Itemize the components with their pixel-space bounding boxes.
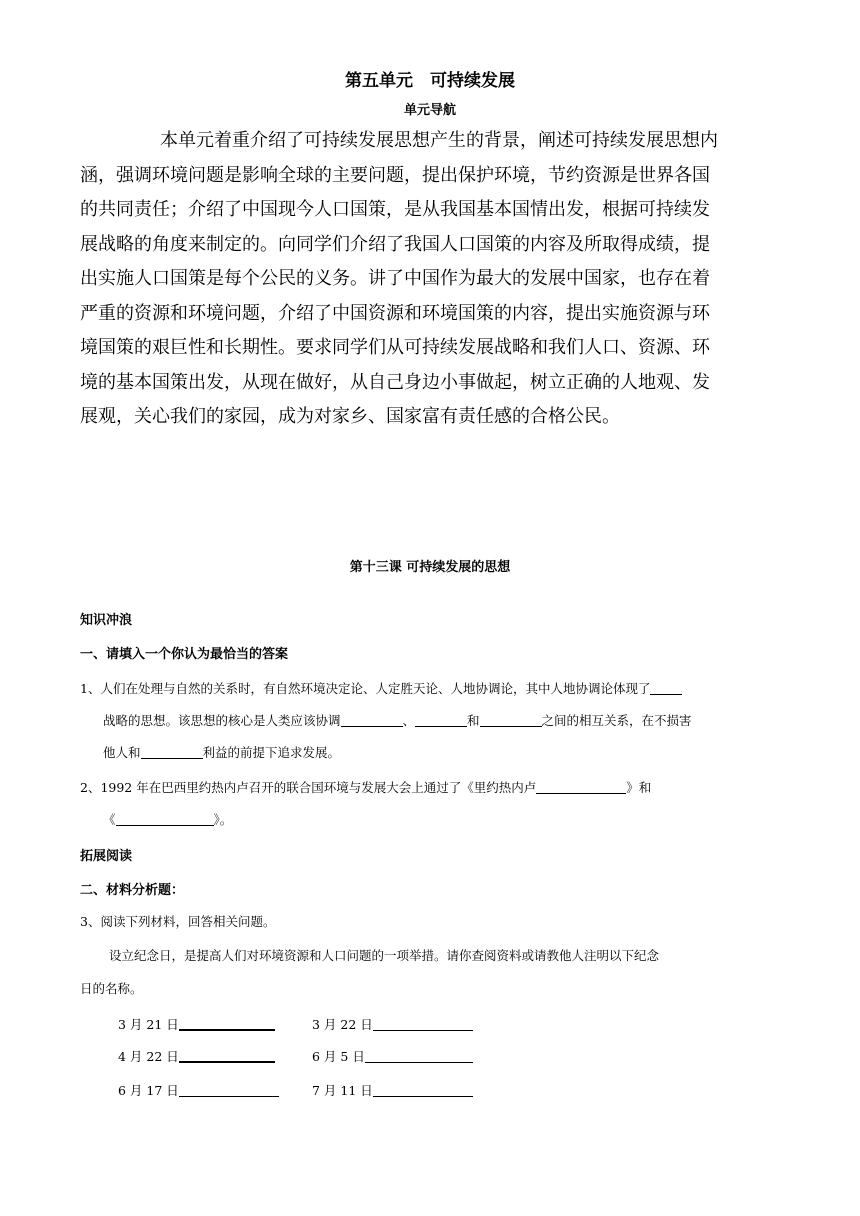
date-item [312, 1015, 473, 1033]
intro-line: 展战略的角度来制定的。向同学们介绍了我国人口国策的内容及所取得成绩，提 [80, 233, 710, 255]
intro-line: 境的基本国策出发，从现在做好，从自己身边小事做起，树立正确的人地观、发 [80, 371, 710, 393]
q2-text: 》和 [626, 780, 652, 795]
date-item [118, 1015, 312, 1033]
q1-line-3 [103, 743, 340, 761]
q1-text: 和 [467, 713, 480, 728]
date-item [118, 1081, 312, 1099]
q2-line-1 [80, 778, 651, 796]
intro-line: 严重的资源和环境问题，介绍了中国资源和环境国策的内容，提出实施资源与环 [80, 302, 710, 324]
q3-paragraph-line-2: 日的名称。 [80, 981, 143, 996]
answer-blank[interactable] [179, 1015, 275, 1031]
answer-blank[interactable] [650, 680, 682, 695]
section-heading-reading: 拓展阅读 [80, 849, 133, 864]
answer-blank[interactable] [179, 1082, 279, 1097]
answer-blank[interactable] [373, 1016, 473, 1031]
q1-text: 战略的思想。该思想的核心是人类应该协调 [103, 713, 341, 728]
answer-blank[interactable] [536, 779, 626, 794]
answer-blank[interactable] [365, 1048, 473, 1063]
q1-text: 他人和 [103, 745, 141, 760]
q1-line-1 [80, 679, 682, 697]
date-label: 4 月 22 日 [118, 1049, 179, 1064]
q3-intro: 3、阅读下列材料，回答相关问题。 [80, 914, 276, 929]
q1-text: 、 [402, 713, 416, 728]
answer-blank[interactable] [415, 712, 467, 727]
answer-blank[interactable] [373, 1082, 473, 1097]
answer-blank[interactable] [141, 744, 203, 759]
date-row [118, 1015, 473, 1033]
date-label: 6 月 17 日 [118, 1083, 179, 1098]
q2-text: 2、1992 年在巴西里约热内卢召开的联合国环境与发展大会上通过了《里约热内卢 [80, 780, 537, 795]
date-label: 6 月 5 日 [312, 1049, 365, 1064]
date-item [312, 1081, 473, 1099]
intro-line: 本单元着重介绍了可持续发展思想产生的背景，阐述可持续发展思想内 [160, 130, 718, 151]
intro-line: 的共同责任；介绍了中国现今人口国策，是从我国基本国情出发，根据可持续发 [80, 199, 710, 220]
intro-line: 出实施人口国策是每个公民的义务。讲了中国作为最大的发展中国家，也存在着 [80, 268, 710, 289]
intro-line: 境国策的艰巨性和长期性。要求同学们从可持续发展战略和我们人口、资源、环 [80, 337, 710, 358]
intro-line: 展观，关心我们的家园，成为对家乡、国家富有责任感的合格公民。 [80, 406, 620, 427]
section-heading-knowledge: 知识冲浪 [80, 613, 133, 628]
date-label: 7 月 11 日 [312, 1083, 373, 1098]
unit-title: 第五单元 可持续发展 [345, 71, 515, 91]
part-two-heading: 二、材料分析题： [80, 883, 185, 898]
q2-text: 》。 [213, 812, 233, 827]
answer-blank[interactable] [480, 712, 542, 727]
q1-text: 之间的相互关系，在不损害 [541, 713, 692, 728]
q3-paragraph-line-1: 设立纪念日，是提高人们对环境资源和人口问题的一项举措。请你查阅资料或请教他人注明以下纪念 [109, 948, 660, 963]
intro-line: 涵，强调环境问题是影响全球的主要问题，提出保护环境，节约资源是世界各国 [80, 164, 710, 186]
q2-text: 《 [103, 812, 116, 827]
answer-blank[interactable] [341, 712, 403, 727]
intro-paragraph [80, 124, 782, 435]
date-row [118, 1047, 473, 1065]
date-label: 3 月 21 日 [118, 1017, 179, 1032]
date-label: 3 月 22 日 [312, 1017, 373, 1032]
date-item [312, 1047, 473, 1065]
q2-line-2 [103, 810, 232, 828]
part-one-heading: 一、请填入一个你认为最恰当的答案 [80, 647, 289, 662]
q1-line-2 [103, 711, 692, 729]
date-item [118, 1047, 312, 1065]
date-row [118, 1081, 473, 1099]
unit-nav-heading: 单元导航 [403, 103, 456, 118]
q1-text: 利益的前提下追求发展。 [202, 745, 341, 760]
answer-blank[interactable] [179, 1047, 275, 1063]
answer-blank[interactable] [116, 811, 214, 826]
q1-text: 1、人们在处理与自然的关系时，有自然环境决定论、人定胜天论、人地协调论，其中人地协调论体现了 [80, 681, 651, 696]
lesson-title: 第十三课 可持续发展的思想 [349, 560, 511, 575]
